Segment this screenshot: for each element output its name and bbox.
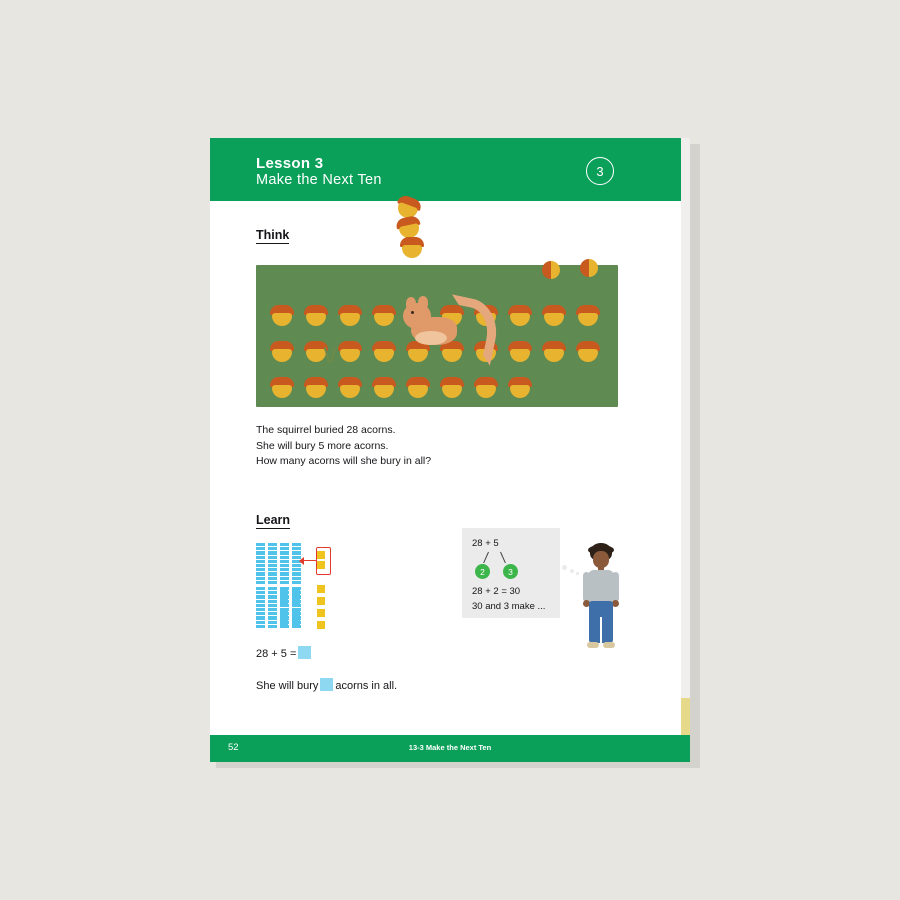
sentence-row [256, 678, 397, 692]
grass-icon [322, 347, 338, 365]
acorn-icon [270, 305, 294, 327]
acorn-icon [576, 305, 600, 327]
footer-chapter-title: 13-3 Make the Next Ten [408, 743, 492, 752]
think-illustration [256, 265, 618, 543]
unit-cube [280, 609, 288, 617]
acorn-icon [270, 341, 294, 363]
acorn-icon [338, 305, 362, 327]
base-ten-blocks [256, 543, 346, 633]
acorn-icon [508, 341, 532, 363]
acorn-icon [542, 305, 566, 327]
acorn-icon [542, 341, 566, 363]
unit-cube [292, 609, 300, 617]
squirrel-icon [401, 293, 481, 355]
acorn-icon [474, 377, 498, 399]
think-heading: Think [256, 228, 290, 242]
sentence-after: acorns in all. [335, 680, 398, 692]
number-bond-stem-left [483, 552, 489, 563]
highlight-box [316, 547, 331, 575]
unit-cube [292, 599, 300, 607]
ten-rod [280, 543, 289, 585]
unit-cube [280, 619, 288, 627]
think-line-1: The squirrel buried 28 acorns. [256, 424, 396, 436]
unit-cube [280, 589, 288, 597]
thought-bubble [462, 528, 560, 618]
lesson-badge: 3 [586, 157, 614, 185]
acorn-icon [372, 341, 396, 363]
acorn-icon [304, 377, 328, 399]
bubble-expression: 28 + 5 [472, 538, 499, 549]
page-footer [210, 735, 690, 762]
acorn-icon [406, 377, 430, 399]
acorn-icon [304, 305, 328, 327]
equation-text: 28 + 5 = [256, 648, 297, 660]
sentence-before: She will bury [256, 680, 319, 692]
yellow-unit-cube [317, 597, 325, 605]
lesson-title: Make the Next Ten [256, 172, 382, 188]
yellow-unit-cube [317, 609, 325, 617]
think-line-3: How many acorns will she bury in all? [256, 455, 432, 467]
textbook-page [210, 138, 690, 762]
lesson-header [210, 138, 690, 201]
ten-rod [256, 587, 265, 629]
unit-cube [292, 619, 300, 627]
acorn-icon [372, 305, 396, 327]
equation-row [256, 646, 313, 660]
bubble-step-1: 28 + 2 = 30 [472, 586, 521, 597]
think-line-2: She will bury 5 more acorns. [256, 439, 389, 452]
acorn-icon [508, 377, 532, 399]
page-edge [681, 138, 690, 762]
number-bond-part-left: 2 [475, 564, 490, 579]
answer-box-1[interactable] [298, 646, 311, 659]
acorn-icon [372, 377, 396, 399]
student-illustration [580, 543, 622, 658]
move-arrow-icon [299, 556, 317, 565]
acorn-icon [270, 377, 294, 399]
yellow-unit-cube [317, 621, 325, 629]
unit-cube [280, 599, 288, 607]
number-bond-part-right: 3 [503, 564, 518, 579]
acorn-icon [508, 305, 532, 327]
acorn-icon [440, 377, 464, 399]
acorn-icon [338, 377, 362, 399]
number-bond-stem-right [500, 552, 506, 563]
acorn-icon [338, 341, 362, 363]
acorn-icon [576, 341, 600, 363]
ten-rod [268, 587, 277, 629]
lesson-label: Lesson 3 [256, 155, 324, 172]
yellow-unit-cube [317, 585, 325, 593]
ten-rod [268, 543, 277, 585]
unit-cube [292, 589, 300, 597]
answer-box-2[interactable] [320, 678, 333, 691]
bubble-step-2: 30 and 3 make ... [472, 601, 546, 612]
learn-heading: Learn [256, 513, 291, 527]
page-number: 52 [228, 742, 239, 753]
think-problem-text [256, 423, 431, 470]
ten-rod [256, 543, 265, 585]
